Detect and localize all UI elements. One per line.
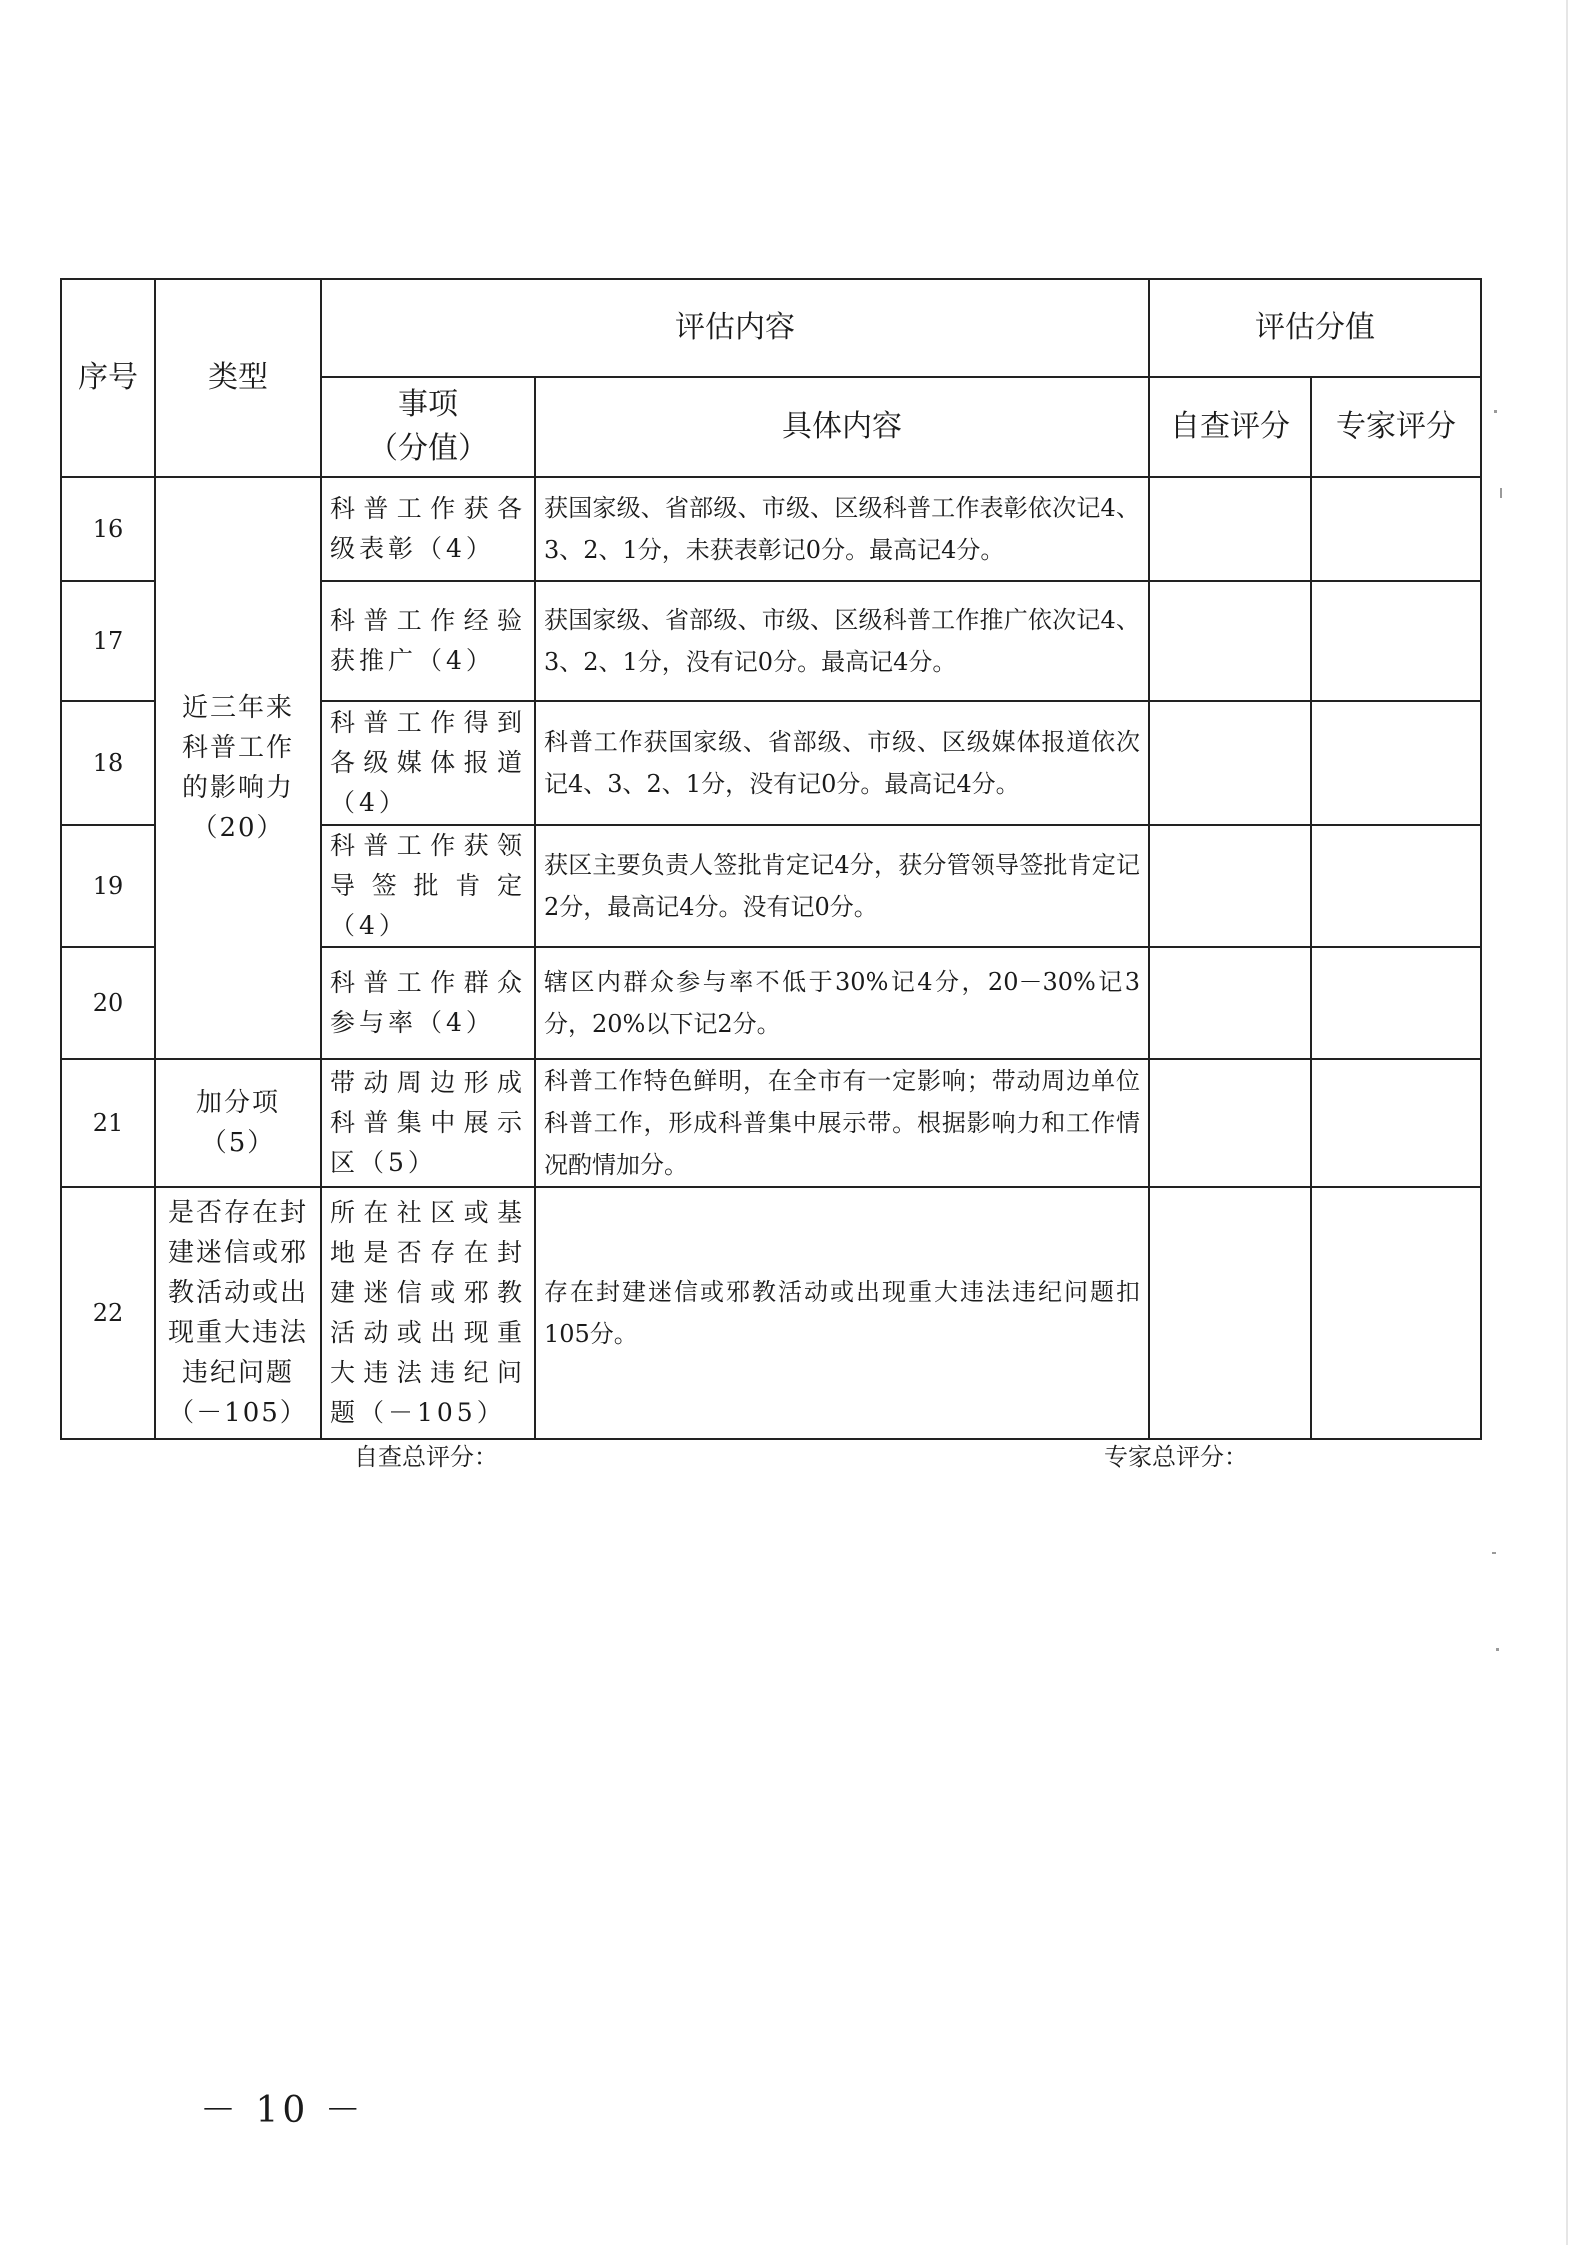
header-self-score: 自查评分 bbox=[1149, 377, 1311, 477]
row-seq: 19 bbox=[61, 825, 155, 947]
row-item: 科普工作得到各级媒体报道（4） bbox=[321, 701, 535, 825]
scan-edge bbox=[1566, 0, 1568, 2245]
self-score-cell[interactable] bbox=[1149, 825, 1311, 947]
category-line: 加分项 bbox=[195, 1088, 280, 1118]
header-eval-content: 评估内容 bbox=[321, 279, 1149, 377]
row-seq: 21 bbox=[61, 1059, 155, 1187]
scan-speck bbox=[1494, 410, 1497, 413]
header-eval-score: 评估分值 bbox=[1149, 279, 1481, 377]
row-seq: 17 bbox=[61, 581, 155, 701]
self-score-cell[interactable] bbox=[1149, 477, 1311, 581]
scan-speck bbox=[1500, 488, 1502, 498]
category-line: （20） bbox=[191, 813, 285, 843]
row-detail: 存在封建迷信或邪教活动或出现重大违法违纪问题扣105分。 bbox=[535, 1187, 1149, 1439]
self-score-cell[interactable] bbox=[1149, 947, 1311, 1059]
self-score-cell[interactable] bbox=[1149, 1059, 1311, 1187]
row-item: 所在社区或基地是否存在封建迷信或邪教活动或出现重大违法违纪问题（－105） bbox=[321, 1187, 535, 1439]
header-item-label: 事项 bbox=[398, 387, 458, 422]
expert-total-label: 专家总评分： bbox=[1104, 1443, 1248, 1471]
category-line: 近三年来 bbox=[181, 693, 294, 723]
header-item-unit: （分值） bbox=[368, 431, 488, 466]
header-expert-score: 专家评分 bbox=[1311, 377, 1481, 477]
row-seq: 18 bbox=[61, 701, 155, 825]
header-item bbox=[321, 377, 535, 477]
self-score-cell[interactable] bbox=[1149, 1187, 1311, 1439]
table-row bbox=[61, 1059, 1481, 1187]
category-line: 的影响力 bbox=[181, 773, 294, 803]
row-detail: 获国家级、省部级、市级、区级科普工作推广依次记4、3、2、1分，没有记0分。最高记4分。 bbox=[535, 581, 1149, 701]
row-seq: 22 bbox=[61, 1187, 155, 1439]
expert-score-cell[interactable] bbox=[1311, 1059, 1481, 1187]
header-type: 类型 bbox=[155, 279, 321, 477]
row-detail: 获国家级、省部级、市级、区级科普工作表彰依次记4、3、2、1分，未获表彰记0分。最高记4分。 bbox=[535, 477, 1149, 581]
scan-speck bbox=[1492, 1552, 1496, 1554]
self-total-label: 自查总评分： bbox=[354, 1443, 498, 1471]
expert-score-cell[interactable] bbox=[1311, 947, 1481, 1059]
row-detail: 科普工作特色鲜明，在全市有一定影响；带动周边单位科普工作，形成科普集中展示带。根据影响力和工作情况酌情加分。 bbox=[535, 1059, 1149, 1187]
row-item: 科普工作获各级表彰（4） bbox=[321, 477, 535, 581]
row-item: 科普工作经验获推广（4） bbox=[321, 581, 535, 701]
category-influence bbox=[155, 477, 321, 1059]
self-score-cell[interactable] bbox=[1149, 581, 1311, 701]
row-detail: 科普工作获国家级、省部级、市级、区级媒体报道依次记4、3、2、1分，没有记0分。最高记4分。 bbox=[535, 701, 1149, 825]
category-line: （5） bbox=[200, 1128, 276, 1158]
table-row bbox=[61, 1187, 1481, 1439]
table-row bbox=[61, 477, 1481, 581]
expert-score-cell[interactable] bbox=[1311, 1187, 1481, 1439]
evaluation-table bbox=[60, 278, 1482, 1440]
self-score-cell[interactable] bbox=[1149, 701, 1311, 825]
row-seq: 20 bbox=[61, 947, 155, 1059]
category-violation: 是否存在封建迷信或邪教活动或出现重大违法违纪问题（－105） bbox=[155, 1187, 321, 1439]
scan-speck bbox=[1496, 1648, 1499, 1651]
row-item: 科普工作获领导签批肯定（4） bbox=[321, 825, 535, 947]
expert-score-cell[interactable] bbox=[1311, 701, 1481, 825]
row-detail: 获区主要负责人签批肯定记4分，获分管领导签批肯定记2分，最高记4分。没有记0分。 bbox=[535, 825, 1149, 947]
expert-score-cell[interactable] bbox=[1311, 581, 1481, 701]
header-detail: 具体内容 bbox=[535, 377, 1149, 477]
category-line: 科普工作 bbox=[181, 733, 294, 763]
row-detail: 辖区内群众参与率不低于30%记4分，20－30%记3分，20%以下记2分。 bbox=[535, 947, 1149, 1059]
row-item: 带动周边形成科普集中展示区（5） bbox=[321, 1059, 535, 1187]
header-seq: 序号 bbox=[61, 279, 155, 477]
row-seq: 16 bbox=[61, 477, 155, 581]
expert-score-cell[interactable] bbox=[1311, 825, 1481, 947]
header-row-1 bbox=[61, 279, 1481, 377]
category-bonus bbox=[155, 1059, 321, 1187]
page-number: － 10 － bbox=[200, 2090, 365, 2131]
row-item: 科普工作群众参与率（4） bbox=[321, 947, 535, 1059]
expert-score-cell[interactable] bbox=[1311, 477, 1481, 581]
